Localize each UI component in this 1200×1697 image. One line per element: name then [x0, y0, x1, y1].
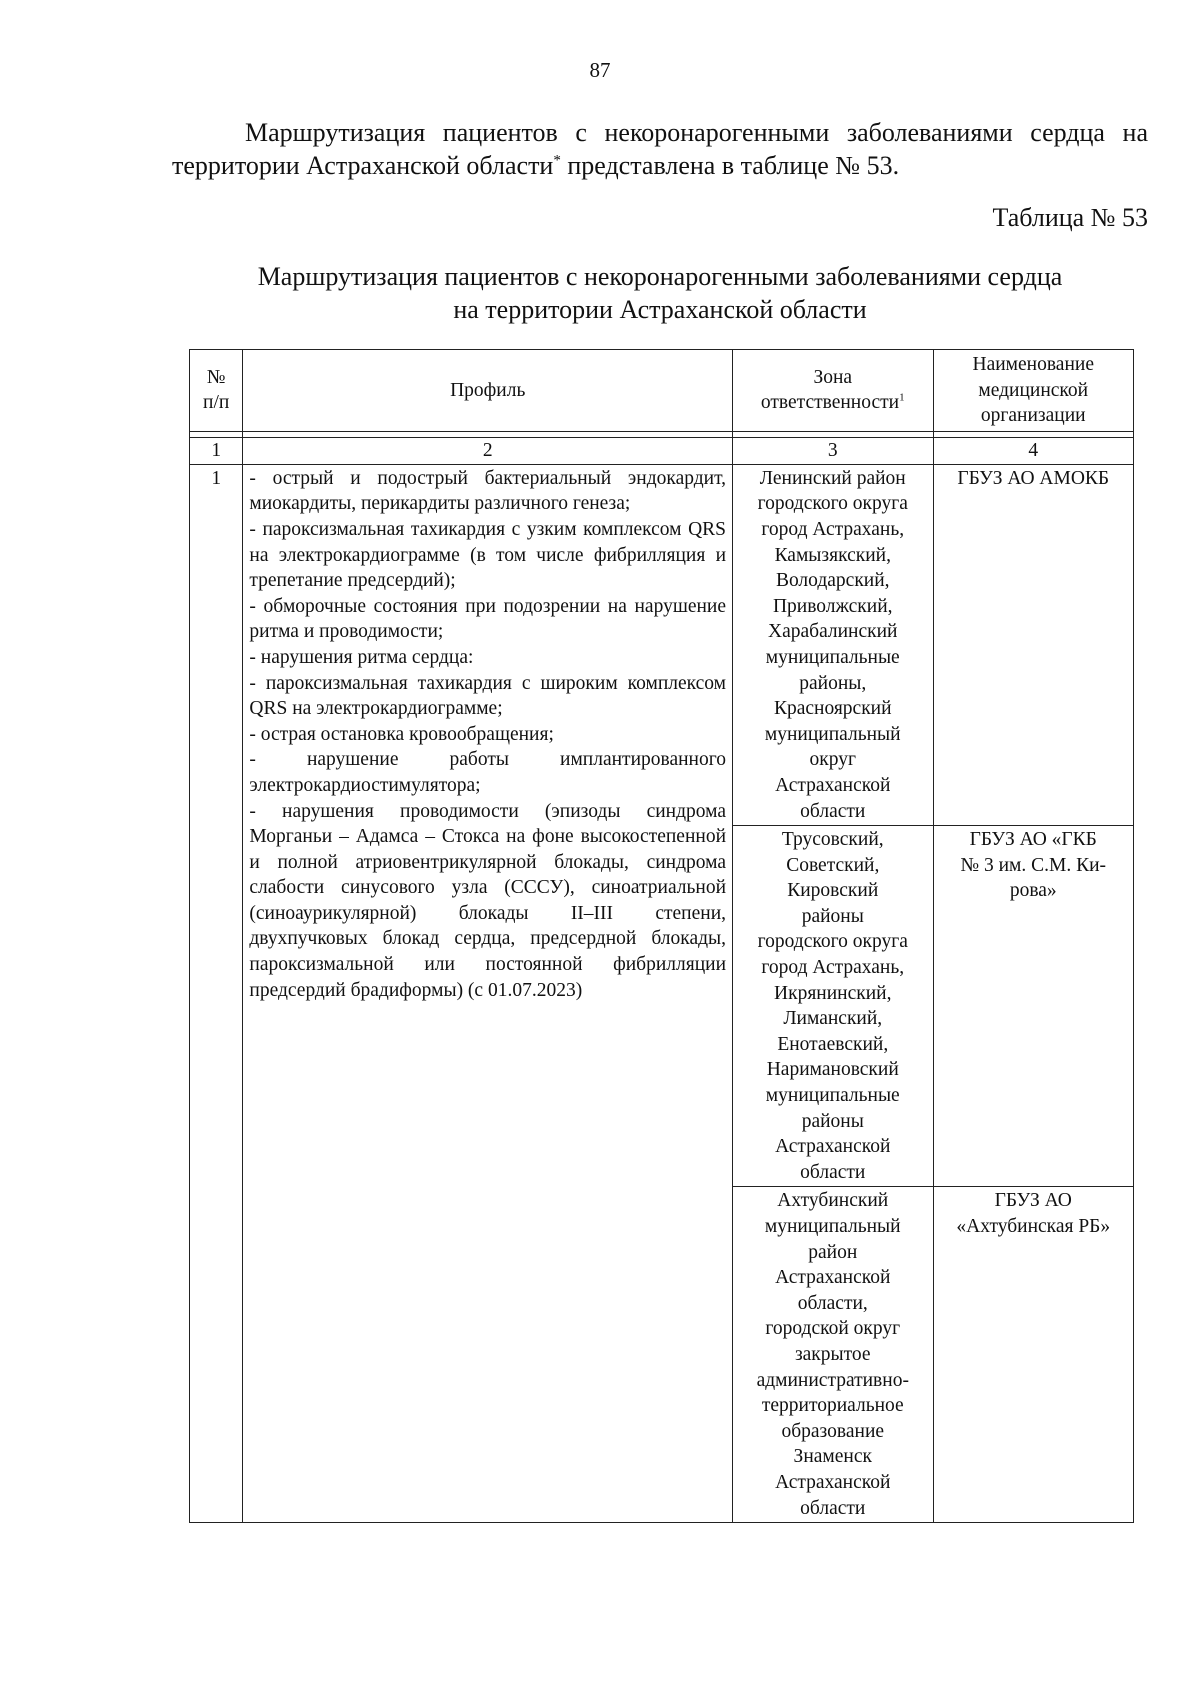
zone-line: области,: [797, 1292, 868, 1314]
zone-line: Астраханской: [775, 774, 891, 796]
zone-line: Кировский: [787, 880, 879, 902]
profile-item: - нарушения ритма сердца:: [249, 646, 474, 668]
zone-line: области: [800, 1161, 866, 1183]
zone-line: муниципальный: [764, 1216, 901, 1237]
organization-line: ГБУЗ АО АМОКБ: [957, 467, 1110, 489]
zone-line: городского округа: [757, 493, 908, 515]
row-number: 1: [190, 464, 243, 1522]
table-title: [172, 260, 1148, 326]
table-title-line: на территории Астраханской области: [453, 295, 867, 324]
zone-line: территориальное: [761, 1395, 904, 1417]
zone-line: Володарский,: [775, 570, 890, 592]
table-label: Таблица № 53: [992, 203, 1148, 232]
column-number: 1: [190, 437, 243, 464]
intro-text-end: представлена в таблице № 53.: [560, 151, 900, 180]
header-profile: Профиль: [243, 350, 733, 432]
header-number-symbol: №: [206, 366, 226, 388]
header-row: [190, 350, 1134, 432]
zone-cell: [733, 464, 933, 825]
organization-line: «Ахтубинская РБ»: [956, 1216, 1111, 1237]
zone-line: город Астрахань,: [761, 957, 905, 979]
zone-line: Камызякский,: [774, 544, 891, 566]
intro-text: Маршрутизация пациентов с некоронарогенными заболеваниями сердца на территории Астраханской области: [172, 118, 1148, 180]
zone-line: районы: [801, 905, 864, 927]
zone-line: город Астрахань,: [761, 518, 905, 540]
zone-line: Советский,: [786, 854, 880, 876]
zone-line: Красноярский: [773, 698, 892, 720]
header-org-line: организации: [980, 405, 1086, 427]
zone-line: муниципальные: [765, 1085, 900, 1107]
zone-line: Наримановский: [766, 1059, 899, 1081]
header-zone: [733, 350, 933, 432]
header-zone-footnote: 1: [899, 391, 905, 404]
zone-line: Ахтубинский: [777, 1190, 889, 1212]
header-number-abbr: п/п: [203, 392, 230, 414]
column-number: 3: [733, 437, 933, 464]
zone-line: муниципальный: [764, 723, 901, 745]
profile-item: - обморочные состояния при подозрении на нарушение ритма и проводимости;: [249, 595, 727, 643]
zone-cell: [733, 1187, 933, 1523]
column-number: 4: [933, 437, 1134, 464]
zone-line: Харабалинский: [768, 621, 898, 643]
zone-line: округ: [809, 749, 856, 771]
organization-line: ГБУЗ АО «ГКБ: [969, 829, 1097, 851]
zone-line: Астраханской: [775, 1471, 891, 1493]
organization-cell: [933, 826, 1134, 1187]
header-org-line: медицинской: [978, 379, 1089, 401]
column-number-row: [190, 437, 1134, 464]
organization-cell: [933, 1187, 1134, 1523]
zone-line: Знаменск: [793, 1446, 872, 1468]
zone-line: районы: [801, 1110, 864, 1132]
profile-item: - пароксизмальная тахикардия с широким комплексом QRS на электрокардиограмме;: [249, 672, 727, 720]
zone-cell: [733, 826, 933, 1187]
zone-line: Астраханской: [775, 1136, 891, 1158]
table-title-line: Маршрутизация пациентов с некоронарогенными заболеваниями сердца: [257, 262, 1063, 291]
zone-line: муниципальные: [765, 646, 900, 668]
profile-cell: [243, 464, 733, 1522]
zone-line: Трусовский,: [781, 829, 884, 851]
header-organization: [933, 350, 1134, 432]
zone-line: Енотаевский,: [777, 1033, 889, 1055]
organization-line: рова»: [1009, 880, 1057, 902]
header-zone-line: Зона: [813, 366, 853, 388]
zone-line: административно-: [756, 1369, 909, 1391]
zone-line: Астраханской: [775, 1267, 891, 1289]
zone-line: области: [800, 1497, 866, 1519]
profile-item: - острая остановка кровообращения;: [249, 723, 554, 745]
zone-line: Икрянинский,: [774, 982, 892, 1004]
profile-item: - нарушение работы имплантированного электрокардиостимулятора;: [249, 749, 727, 796]
page-number: 87: [589, 58, 611, 82]
organization-line: № 3 им. С.М. Ки-: [960, 854, 1107, 876]
zone-line: Приволжский,: [772, 595, 893, 617]
column-number: 2: [243, 437, 733, 464]
intro-paragraph: [172, 116, 1148, 182]
profile-item: - нарушения проводимости (эпизоды синдрома Морганьи – Адамса – Стокса на фоне высокостепенной и полной атриовентрикулярной блокады, синдрома слабости синусового узла (СССУ), синоатриальной (синоаурикулярной) блокады II–III степени, двухпучковых блокад сердца, предсердной блокады, пароксизмальной или постоянной фибрилляции предсердий брадиформы) (с 01.07.2023): [249, 800, 727, 1001]
organization-cell: [933, 464, 1134, 825]
organization-line: ГБУЗ АО: [994, 1190, 1072, 1212]
zone-line: городского округа: [757, 931, 908, 953]
intro-footnote-mark: *: [553, 152, 561, 169]
zone-line: образование: [781, 1420, 885, 1442]
zone-line: район: [808, 1241, 858, 1263]
zone-line: городской округ: [765, 1318, 901, 1340]
zone-line: Лиманский,: [783, 1008, 883, 1030]
header-number: [190, 350, 243, 432]
profile-item: - острый и подострый бактериальный эндокардит, миокардиты, перикардиты различного генеза;: [249, 467, 727, 515]
zone-line: Ленинский район: [759, 467, 906, 489]
zone-line: области: [800, 800, 866, 822]
header-org-line: Наименование: [972, 354, 1094, 375]
zone-line: закрытое: [794, 1343, 871, 1365]
zone-line: районы,: [799, 672, 867, 694]
table-row: [190, 464, 1134, 825]
routing-table: [189, 349, 1134, 1523]
profile-item: - пароксизмальная тахикардия с узким комплексом QRS на электрокардиограмме (в том числе фибрилляция и трепетание предсердий);: [249, 518, 727, 592]
header-zone-line: ответственности: [760, 392, 900, 414]
